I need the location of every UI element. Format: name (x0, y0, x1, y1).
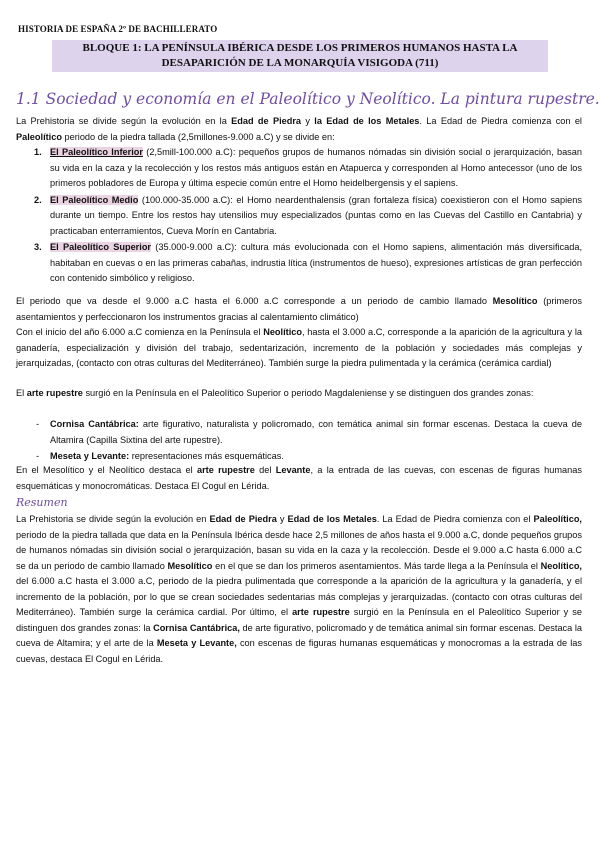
bloque-title (52, 40, 548, 72)
paragraph-bold: Neolítico, (540, 560, 582, 571)
period-number: 2. (34, 194, 42, 205)
intro-bold: la Edad de los Metales (314, 116, 420, 126)
paragraph-text: en el que se dan los primeros asentamientos. Más tarde llega a la Península el (212, 560, 541, 571)
paragraph-text: . La Edad de Piedra comienza con el (376, 514, 534, 524)
period-description: (100.000-35.000 a.C): el Homo neardenthalensis (gran fortaleza física) coexistieron con el Homo sapiens durante un tiempo. Entre los restos hay utensilios muy especializados (puntas como en las Cuevas del Castillo en Cantabria) y practicaban enterramientos, Cueva Morín en Cantabria. (50, 194, 583, 236)
resumen-heading: Resumen (16, 496, 68, 509)
paragraph-text: En el Mesolítico y el Neolítico destaca el (16, 465, 197, 475)
paragraph-bold: Paleolítico, (533, 514, 582, 524)
paragraph-text: con escenas de figuras humanas esquemáticas y monocromas a la estrada de las cuevas, destaca El Cogul en Lérida. (16, 638, 582, 664)
zone-name: Meseta y Levante: (50, 451, 130, 461)
paragraph-text: El periodo que va desde el 9.000 a.C hasta el 6.000 a.C corresponde a un periodo de cambio llamado (16, 296, 493, 306)
zone-description: arte figurativo, naturalista y policromado, con temática animal sin formar escenas. Destaca la cueva de Altamira (Capilla Sixtina del arte rupestre). (50, 419, 582, 445)
course-header: HISTORIA DE ESPAÑA 2º DE BACHILLERATO (18, 24, 218, 34)
paragraph-bold: arte rupestre (26, 388, 83, 398)
intro-bold: Edad de Piedra (231, 116, 302, 126)
zone-dash: - (36, 419, 40, 429)
paragraph-bold: arte rupestre (196, 465, 255, 475)
paragraph-text: , a la entrada de las cuevas, con escenas de figuras humanas esquemáticas y monocromáticas. Destaca El Cogul en Lérida. (16, 465, 582, 491)
levante-paragraph (16, 463, 582, 494)
paragraph-text: del (254, 465, 276, 475)
paragraph-text: (primeros asentamientos y perfeccionaron los instrumentos gracias al calentamiento climático) (16, 296, 582, 322)
period-number: 1. (34, 147, 42, 157)
intro-bold: Paleolítico (16, 131, 62, 142)
paragraph-bold: Neolítico (263, 327, 302, 337)
paragraph-text: y (276, 514, 288, 524)
mesolitico-paragraph (16, 294, 582, 325)
periods-list (16, 145, 582, 287)
period-item (16, 193, 582, 240)
zones-list (16, 417, 582, 465)
paragraph-text: del 6.000 a.C hasta el 3.000 a.C, periodo de la piedra pulimentada que corresponde a la aparición de la agricultura y la ganadería, y el incremento de la población, por lo que se crean sociedades sedentarias más complejas y jerarquizadas. (contacto con otras culturas del Mediterráneo). También surge la cerámica cardial. Por último, el (16, 576, 582, 617)
paragraph-bold: Mesolítico (167, 560, 213, 571)
period-description: (2,5mill-100.000 a.C): pequeños grupos de humanos nómadas sin división social o jerarquización, basan su vida en la caza y la recolección y los restos más antiguos están en Atapuerca y corresponden al Homo antecessor (uno de los primeros pobladores de Europa y última especie común entre el Homo heidelbergensis y el sapiens. (50, 147, 582, 188)
paragraph-text: La Prehistoria se divide según la evolución en (16, 514, 210, 524)
paragraph-text: surgió en la Península en el Paleolítico Superior o periodo Magdaleniense y se distinguen dos grandes zonas: (82, 388, 534, 398)
paragraph-text: El (16, 388, 27, 398)
intro-paragraph (16, 114, 582, 145)
paragraph-text: periodo de la piedra tallada que data en la Península Ibérica desde hace 2,5 millones de años hasta el 9.000 a.C, donde pequeños grupos de humanos nómadas sin división social o jerarquización, basan su vida en la caza y la recolección. Desde el 9.000 a.C hasta 6.000 a.C se da un periodo de cambio llamado (16, 529, 582, 571)
neolitico-paragraph (16, 325, 582, 372)
zone-dash: - (36, 451, 40, 461)
intro-text: La Prehistoria se divide según la evolución en la (16, 116, 232, 126)
period-name: El Paleolítico Superior (50, 242, 152, 252)
paragraph-bold: Mesolítico (492, 296, 538, 306)
bloque-title-line-2: DESAPARICIÓN DE LA MONARQUÍA VISIGODA (711) (161, 57, 439, 69)
paragraph-bold: Edad de los Metales (287, 514, 377, 524)
resumen-paragraph (16, 512, 582, 667)
paragraph-bold: arte rupestre (292, 607, 350, 617)
arte-paragraph (16, 386, 582, 402)
intro-text: . La Edad de Piedra comienza con el (419, 116, 582, 126)
paragraph-bold: Levante (275, 465, 311, 475)
section-title: 1.1 Sociedad y economía en el Paleolítico y Neolítico. La pintura rupestre. (16, 90, 600, 108)
paragraph-bold: Cornisa Cantábrica, (153, 622, 240, 633)
paragraph-text: surgió en la Península en el Paleolítico Superior y se distinguen dos grandes zonas: la (16, 607, 583, 633)
period-description: (35.000-9.000 a.C): cultura más evolucionada con el Homo sapiens, alimentación más diversificada, habitaban en cuevas o en las primeras cabañas, indrustia lítica (instrumentos de hueso), expresiones artísticas de gran perfección con contenido simbólico y religioso. (50, 242, 583, 283)
intro-text: y (301, 116, 315, 126)
zone-description: representaciones más esquemáticas. (129, 451, 284, 461)
paragraph-text: Con el inicio del año 6.000 a.C comienza en la Península el (16, 327, 264, 337)
bloque-title-line-1: BLOQUE 1: LA PENÍNSULA IBÉRICA DESDE LOS PRIMEROS HUMANOS HASTA LA (82, 42, 518, 54)
period-item (16, 145, 582, 192)
period-name: El Paleolítico Inferior (50, 147, 143, 157)
paragraph-text: de arte figurativo, policromado y de temática animal sin formar escenas. Destaca la cueva de Altamira; y el arte de la (16, 622, 582, 648)
zone-name: Cornisa Cantábrica: (50, 419, 139, 429)
period-item (16, 240, 582, 287)
paragraph-bold: Edad de Piedra (209, 514, 277, 524)
period-number: 3. (34, 242, 42, 252)
paragraph-text: , hasta el 3.000 a.C, corresponde a la aparición de la agricultura y la ganadería, especialización y división del trabajo, sedentarización, incremento de la población y sociedades más complejas y jerarquizadas, (contacto con otras culturas del Mediterráneo). También surge la piedra pulimentada y la cerámica (cerámica cardial) (16, 327, 583, 368)
intro-text: periodo de la piedra tallada (2,5millones-9.000 a.C) y se divide en: (61, 131, 335, 142)
paragraph-bold: Meseta y Levante, (156, 638, 237, 648)
zone-item (16, 417, 582, 448)
period-name: El Paleolítico Medio (50, 194, 139, 205)
